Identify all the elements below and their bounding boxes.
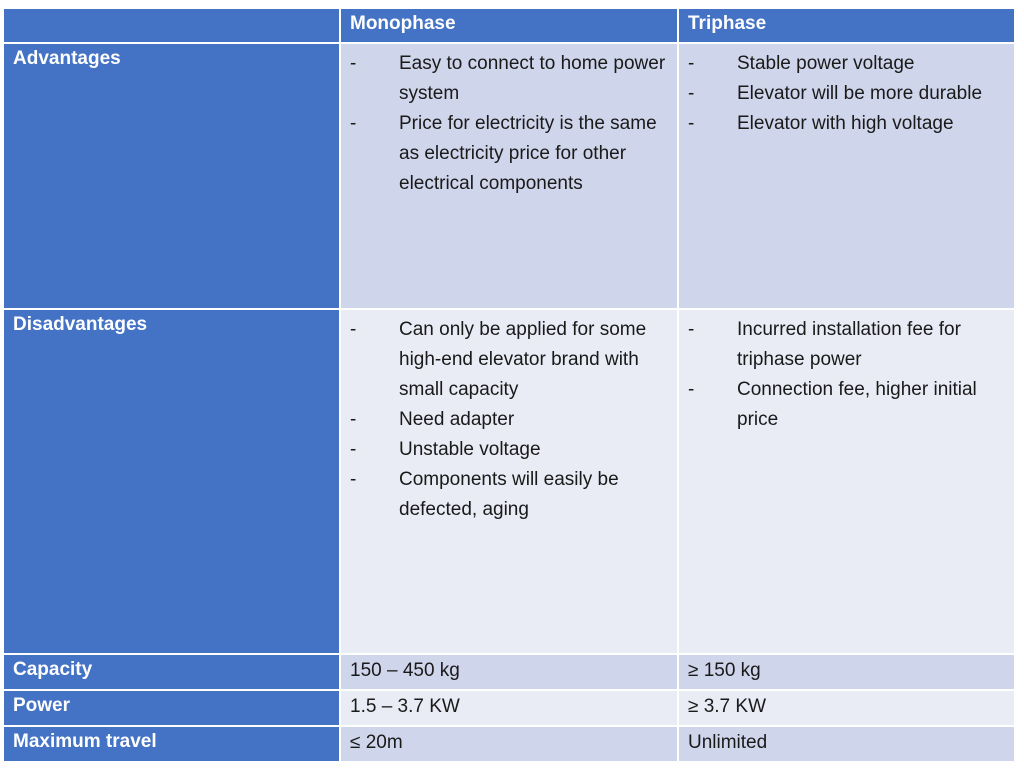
- capacity-monophase-cell: 150 – 450 kg: [340, 654, 678, 690]
- bullet-dash: -: [688, 319, 695, 340]
- list-item-text: Unstable voltage: [399, 439, 541, 460]
- bullet-dash: -: [350, 113, 357, 134]
- bullet-dash: -: [688, 379, 695, 400]
- row-power: [3, 690, 1015, 726]
- list-item-text: Connection fee, higher initial price: [737, 379, 977, 430]
- bullet-dash: -: [688, 83, 695, 104]
- row-advantages: [3, 43, 1015, 309]
- list-item: [688, 375, 1004, 435]
- list-item-text: Components will easily be defected, aging: [399, 469, 619, 520]
- list-item: [688, 79, 1004, 109]
- list-item-text: Elevator with high voltage: [737, 113, 954, 134]
- comparison-table: [2, 7, 1016, 763]
- row-label-power: Power: [3, 690, 340, 726]
- list-item-text: Can only be applied for some high-end elevator brand with small capacity: [399, 319, 647, 400]
- list-item-text: Stable power voltage: [737, 53, 915, 74]
- list-item: [350, 465, 667, 525]
- list-item-text: Incurred installation fee for triphase power: [737, 319, 961, 370]
- header-row: [3, 8, 1015, 43]
- row-maximum-travel: [3, 726, 1015, 762]
- bullet-dash: -: [350, 53, 357, 74]
- list-item: [688, 109, 1004, 139]
- list-item-text: Price for electricity is the same as electricity price for other electrical components: [399, 113, 657, 194]
- list-item: [350, 315, 667, 405]
- row-label-maximum-travel: Maximum travel: [3, 726, 340, 762]
- capacity-triphase-cell: ≥ 150 kg: [678, 654, 1015, 690]
- bullet-dash: -: [688, 113, 695, 134]
- list-item: [350, 109, 667, 199]
- disadvantages-monophase-list: [341, 310, 677, 525]
- row-label-advantages: Advantages: [3, 43, 340, 309]
- list-item-text: Elevator will be more durable: [737, 83, 983, 104]
- bullet-dash: -: [350, 409, 357, 430]
- header-triphase: Triphase: [678, 8, 1015, 43]
- list-item-text: Need adapter: [399, 409, 515, 430]
- list-item: [350, 435, 667, 465]
- advantages-triphase-cell: [678, 43, 1015, 309]
- bullet-dash: -: [350, 439, 357, 460]
- disadvantages-monophase-cell: [340, 309, 678, 654]
- header-monophase: Monophase: [340, 8, 678, 43]
- disadvantages-triphase-list: [679, 310, 1014, 435]
- disadvantages-triphase-cell: [678, 309, 1015, 654]
- row-disadvantages: [3, 309, 1015, 654]
- list-item-text: Easy to connect to home power system: [399, 53, 666, 104]
- advantages-monophase-cell: [340, 43, 678, 309]
- advantages-monophase-list: [341, 44, 677, 199]
- list-item: [688, 315, 1004, 375]
- row-label-disadvantages: Disadvantages: [3, 309, 340, 654]
- list-item: [688, 49, 1004, 79]
- bullet-dash: -: [688, 53, 695, 74]
- list-item: [350, 405, 667, 435]
- list-item: [350, 49, 667, 109]
- power-triphase-cell: ≥ 3.7 KW: [678, 690, 1015, 726]
- maximum-travel-triphase-cell: Unlimited: [678, 726, 1015, 762]
- row-label-capacity: Capacity: [3, 654, 340, 690]
- advantages-triphase-list: [679, 44, 1014, 139]
- power-monophase-cell: 1.5 – 3.7 KW: [340, 690, 678, 726]
- maximum-travel-monophase-cell: ≤ 20m: [340, 726, 678, 762]
- row-capacity: [3, 654, 1015, 690]
- bullet-dash: -: [350, 469, 357, 490]
- header-blank: [3, 8, 340, 43]
- bullet-dash: -: [350, 319, 357, 340]
